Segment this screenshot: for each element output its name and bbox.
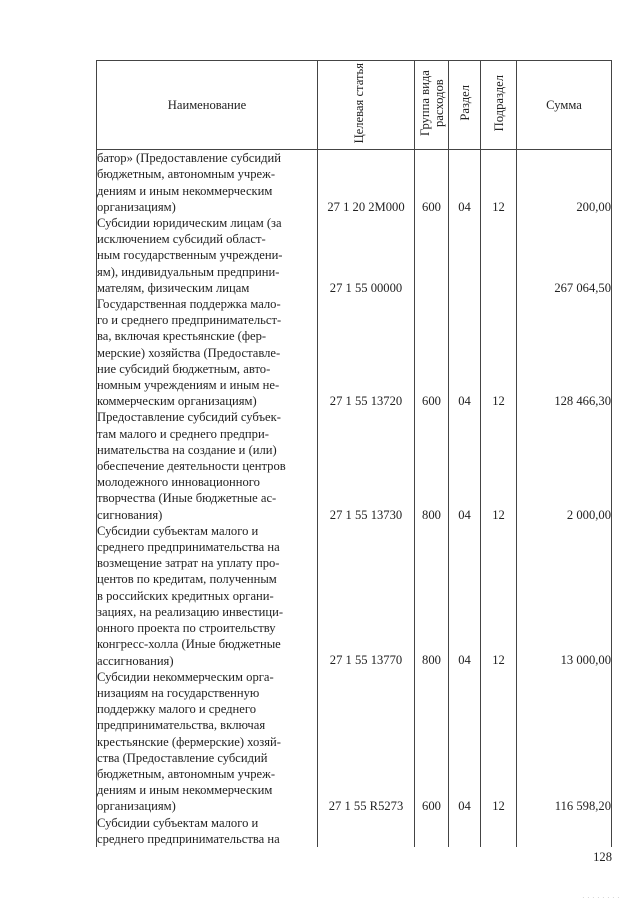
row-sum (517, 150, 612, 215)
row-expense-group (415, 815, 449, 847)
row-expense-group (415, 669, 449, 815)
row-section-value: 04 (458, 394, 471, 409)
table-header-row (97, 61, 612, 150)
row-target-article-value: 27 1 55 R5273 (328, 799, 404, 814)
row-name (97, 296, 318, 409)
row-section (449, 669, 481, 815)
row-sum-value: 200,00 (576, 199, 611, 214)
row-section (449, 523, 481, 669)
row-name (97, 815, 318, 847)
row-subsection (481, 669, 517, 815)
row-expense-group (415, 296, 449, 409)
row-section-value: 04 (458, 799, 471, 814)
table-row (97, 815, 612, 847)
row-subsection (481, 523, 517, 669)
row-subsection-value: 12 (492, 394, 505, 409)
header-sum: Сумма (517, 61, 612, 150)
row-target-article (318, 523, 415, 669)
row-name (97, 409, 318, 522)
row-name-text: Предоставление субсидий субъек- там малого и среднего предпри- нимательства на создание и (или) обеспечение деятельности центров молодежного инновационного творчества (Иные бюджетные ас- сигнования) (97, 410, 286, 522)
scan-mark: . . . . . . . . (582, 894, 620, 900)
row-subsection (481, 296, 517, 409)
row-expense-group-value: 600 (422, 199, 441, 214)
row-name-text: Субсидии субъектам малого и среднего предпринимательства на возмещение затрат на уплату про- центов по кредитам, полученным в российских кредитных органи- зациях, на реализацию инвестици- онного проекта по строительству конгресс-холла (Иные бюджетные ассигнования) (97, 523, 284, 668)
page-number: 128 (593, 850, 612, 864)
row-sum-value: 128 466,30 (554, 394, 611, 409)
row-subsection (481, 215, 517, 296)
row-sum-value: 267 064,50 (554, 280, 611, 295)
row-target-article-value: 27 1 55 13770 (329, 653, 403, 668)
table-row (97, 409, 612, 522)
row-sum (517, 523, 612, 669)
table-row (97, 215, 612, 296)
row-name-text: батор» (Предоставление субсидий бюджетным, автономным учреж- дениям и иным некоммерческим организациям) (97, 151, 281, 214)
row-expense-group (415, 150, 449, 215)
row-section (449, 815, 481, 847)
row-expense-group (415, 523, 449, 669)
row-subsection-value: 12 (492, 799, 505, 814)
row-expense-group-value: 600 (422, 799, 441, 814)
row-expense-group (415, 409, 449, 522)
header-subsection: Подраздел (481, 61, 517, 150)
row-sum (517, 669, 612, 815)
row-expense-group-value: 800 (422, 507, 441, 522)
row-name-text: Государственная поддержка мало- го и среднего предпринимательст- ва, включая крестьянские (фер- мерские) хозяйства (Предоставле- ние субсидий бюджетным, авто- номным учреждениям и иным не- коммерческим организациям) (97, 297, 282, 409)
row-target-article (318, 815, 415, 847)
row-target-article-value: 27 1 20 2М000 (327, 199, 405, 214)
row-name-text: Субсидии юридическим лицам (за исключением субсидий област- ным государственным учреждени- ям), индивидуальным предприни- мателям, физическим лицам (97, 216, 283, 295)
row-name-text: Субсидии некоммерческим орга- низациям на государственную поддержку малого и среднего предпринимательства, включая крестьянские (фермерские) хозяй- ства (Предоставление субсидий бюджетным, автономным учреж- дениям и иным некоммерческим организациям) (97, 669, 281, 814)
row-name-text: Субсидии субъектам малого и среднего предпринимательства на (97, 815, 280, 846)
row-name (97, 215, 318, 296)
row-subsection-value: 12 (492, 199, 505, 214)
row-target-article-value: 27 1 55 13730 (329, 507, 403, 522)
table-row (97, 523, 612, 669)
row-section (449, 150, 481, 215)
row-target-article (318, 150, 415, 215)
row-subsection-value: 12 (492, 507, 505, 522)
row-subsection (481, 815, 517, 847)
row-subsection (481, 409, 517, 522)
row-subsection (481, 150, 517, 215)
row-section (449, 296, 481, 409)
row-expense-group-value: 600 (422, 394, 441, 409)
row-section (449, 409, 481, 522)
row-section (449, 215, 481, 296)
header-expense-group: Группа вида расходов (415, 61, 449, 150)
row-section-value: 04 (458, 653, 471, 668)
row-sum (517, 296, 612, 409)
row-target-article (318, 409, 415, 522)
row-expense-group-value: 800 (422, 653, 441, 668)
row-section-value: 04 (458, 507, 471, 522)
row-target-article-value: 27 1 55 00000 (329, 280, 403, 295)
row-name (97, 523, 318, 669)
row-name (97, 669, 318, 815)
row-sum (517, 815, 612, 847)
budget-table (96, 60, 612, 847)
row-sum-value: 2 000,00 (566, 507, 611, 522)
table-row (97, 150, 612, 215)
row-target-article (318, 296, 415, 409)
table-row (97, 669, 612, 815)
row-name (97, 150, 318, 215)
header-section: Раздел (449, 61, 481, 150)
row-section-value: 04 (458, 199, 471, 214)
row-subsection-value: 12 (492, 653, 505, 668)
row-target-article (318, 215, 415, 296)
row-expense-group (415, 215, 449, 296)
row-target-article-value: 27 1 55 13720 (329, 394, 403, 409)
row-target-article (318, 669, 415, 815)
header-name: Наименование (97, 61, 318, 150)
header-target-article: Целевая статья (318, 61, 415, 150)
row-sum-value: 116 598,20 (554, 799, 611, 814)
row-sum-value: 13 000,00 (560, 653, 611, 668)
table-row (97, 296, 612, 409)
row-sum (517, 409, 612, 522)
row-sum (517, 215, 612, 296)
